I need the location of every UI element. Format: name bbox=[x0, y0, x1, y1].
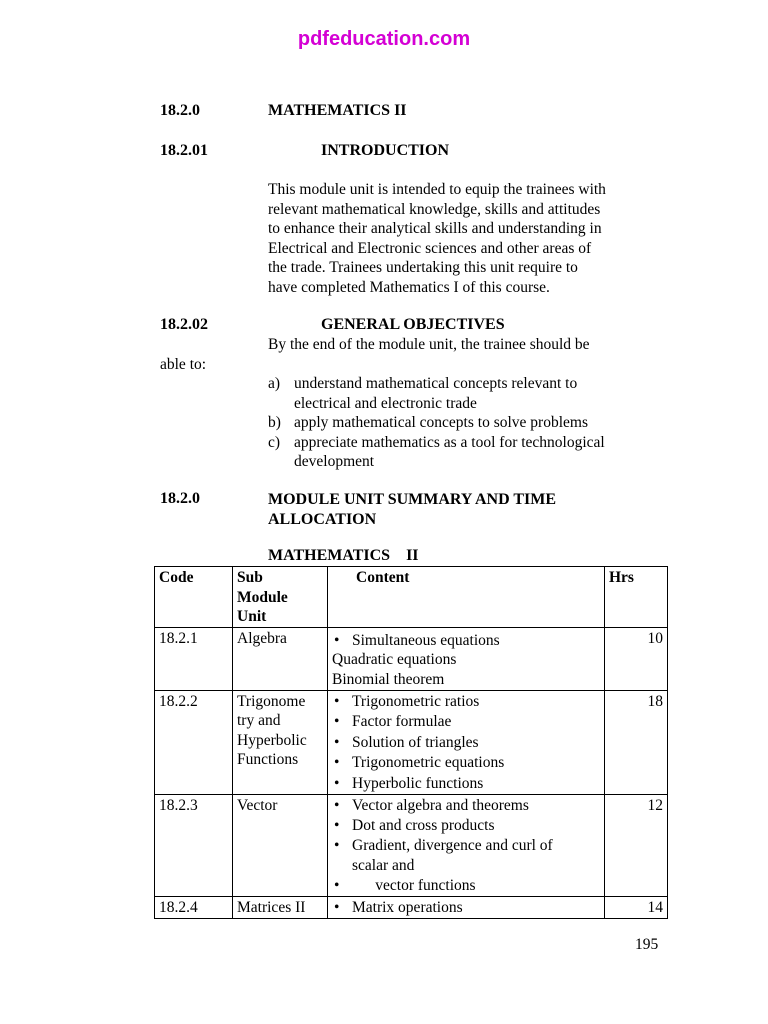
content-item: • Factor formulae bbox=[334, 713, 452, 731]
objective-text: understand mathematical concepts relevant to bbox=[294, 375, 578, 392]
summary-title bbox=[268, 490, 556, 530]
objective-text: development bbox=[294, 453, 375, 471]
objective-text: apply mathematical concepts to solve problems bbox=[294, 414, 588, 432]
section-number: 18.2.0 bbox=[160, 102, 200, 119]
cell-hrs: 18 bbox=[605, 690, 668, 795]
intro-line: to enhance their analytical skills and understanding in bbox=[268, 220, 602, 238]
content-item: • Simultaneous equations bbox=[334, 631, 500, 649]
objective-mark: c) bbox=[268, 433, 281, 451]
summary-table bbox=[154, 566, 668, 919]
intro-title: INTRODUCTION bbox=[321, 142, 450, 159]
watermark: pdfeducation.com bbox=[297, 28, 471, 50]
summary-title-line: ALLOCATION bbox=[268, 511, 377, 528]
content-item: • Matrix operations bbox=[334, 899, 463, 917]
objectives-lead-cont: able to: bbox=[160, 356, 207, 373]
cell-hrs: 12 bbox=[605, 795, 668, 897]
cell-content bbox=[328, 627, 605, 690]
content-item: • Dot and cross products bbox=[334, 817, 495, 835]
table-row bbox=[155, 627, 668, 690]
header-sub-module-unit: Sub Module Unit bbox=[233, 567, 328, 628]
table-title: MATHEMATICS II bbox=[268, 547, 419, 564]
content-item: • vector functions bbox=[334, 877, 476, 895]
table-row bbox=[155, 795, 668, 897]
cell-sub: Trigonome try and Hyperbolic Functions bbox=[233, 690, 328, 795]
intro-paragraph bbox=[268, 180, 688, 298]
content-line: Binomial theorem bbox=[332, 670, 445, 688]
content-item: • Trigonometric equations bbox=[334, 754, 505, 772]
objective-mark: b) bbox=[268, 414, 281, 432]
table-row bbox=[155, 897, 668, 919]
cell-code: 18.2.3 bbox=[155, 795, 233, 897]
objectives-list bbox=[268, 374, 688, 472]
cell-sub: Algebra bbox=[233, 627, 328, 690]
objective-mark: a) bbox=[268, 375, 281, 392]
content-item: • Trigonometric ratios bbox=[334, 692, 480, 710]
content-line: Quadratic equations bbox=[332, 651, 457, 669]
cell-code: 18.2.2 bbox=[155, 690, 233, 795]
section-title: MATHEMATICS II bbox=[268, 102, 407, 119]
objectives-lead: By the end of the module unit, the trainee should be bbox=[268, 336, 590, 353]
cell-hrs: 10 bbox=[605, 627, 668, 690]
table-row bbox=[155, 690, 668, 795]
intro-line: This module unit is intended to equip the trainees with bbox=[268, 181, 606, 198]
content-item: • Vector algebra and theorems bbox=[334, 797, 529, 815]
cell-content bbox=[328, 795, 605, 897]
intro-line: have completed Mathematics I of this course. bbox=[268, 278, 550, 296]
objective-item bbox=[268, 413, 688, 433]
page-number: 195 bbox=[635, 936, 659, 953]
summary-title-line: MODULE UNIT SUMMARY AND TIME bbox=[268, 491, 557, 508]
objectives-title: GENERAL OBJECTIVES bbox=[321, 316, 505, 333]
objective-text: electrical and electronic trade bbox=[294, 394, 477, 412]
cell-content bbox=[328, 690, 605, 795]
cell-sub: Matrices II bbox=[233, 897, 328, 919]
content-item: • Gradient, divergence and curl of scalar and bbox=[334, 837, 553, 875]
intro-line: relevant mathematical knowledge, skills and attitudes bbox=[268, 200, 601, 218]
objective-item bbox=[268, 374, 688, 413]
objective-item bbox=[268, 433, 688, 472]
header-content: Content bbox=[328, 567, 605, 628]
intro-line: the trade. Trainees undertaking this unit require to bbox=[268, 259, 578, 277]
summary-number: 18.2.0 bbox=[160, 490, 200, 507]
cell-hrs: 14 bbox=[605, 897, 668, 919]
objectives-number: 18.2.02 bbox=[160, 316, 208, 333]
content-item: • Solution of triangles bbox=[334, 733, 479, 751]
cell-code: 18.2.1 bbox=[155, 627, 233, 690]
intro-line: Electrical and Electronic sciences and other areas of bbox=[268, 239, 592, 257]
cell-sub: Vector bbox=[233, 795, 328, 897]
header-hrs: Hrs bbox=[605, 567, 668, 628]
intro-number: 18.2.01 bbox=[160, 142, 208, 159]
header-code: Code bbox=[155, 567, 233, 628]
cell-code: 18.2.4 bbox=[155, 897, 233, 919]
objective-text: appreciate mathematics as a tool for technological bbox=[294, 433, 605, 451]
content-item: • Hyperbolic functions bbox=[334, 774, 484, 792]
cell-content bbox=[328, 897, 605, 919]
table-header-row bbox=[155, 567, 668, 628]
